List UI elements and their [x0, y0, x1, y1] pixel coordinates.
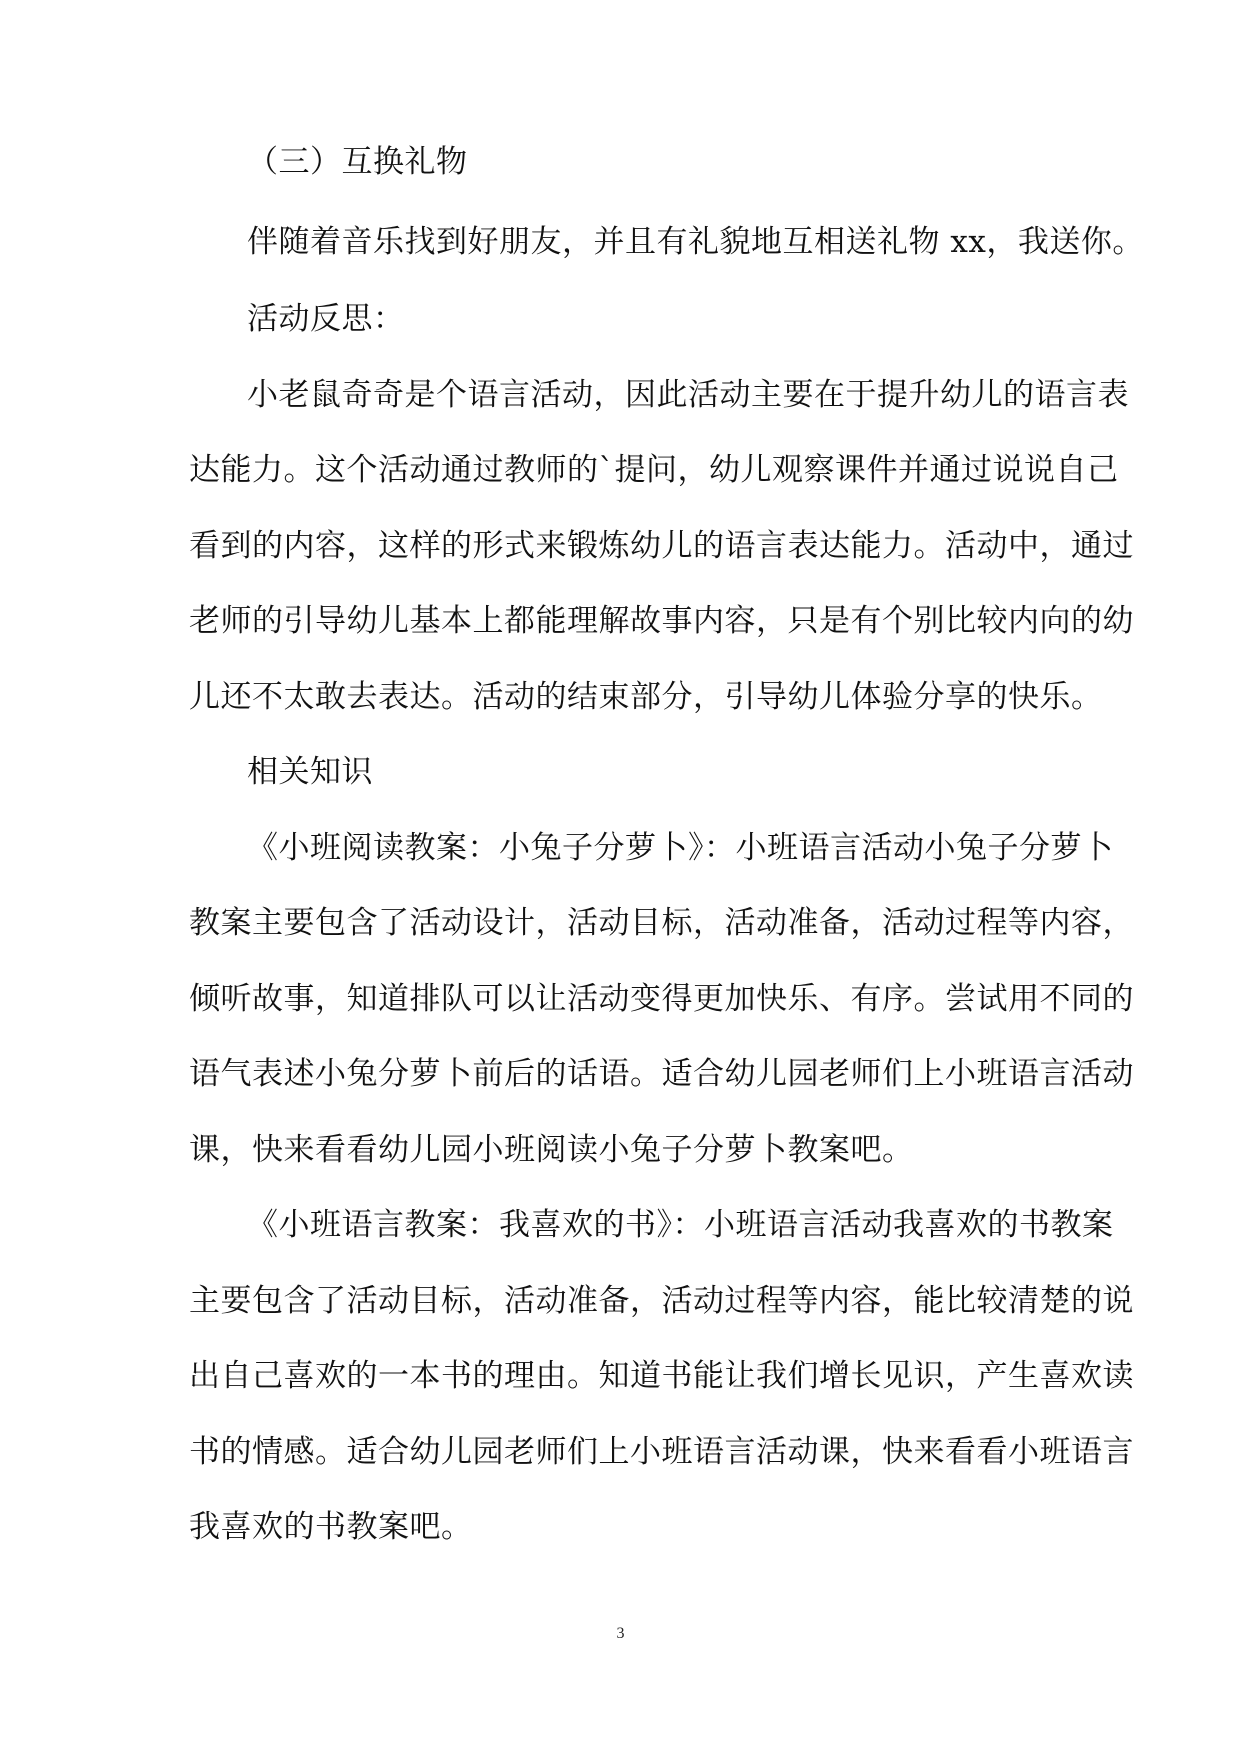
paragraph-line: 教案主要包含了活动设计，活动目标，活动准备，活动过程等内容，: [189, 905, 1134, 941]
reflection-heading: 活动反思：: [247, 301, 405, 337]
paragraph-line: 书的情感。适合幼儿园老师们上小班语言活动课，快来看看小班语言: [189, 1434, 1134, 1470]
paragraph-line: 老师的引导幼儿基本上都能理解故事内容，只是有个别比较内向的幼: [189, 603, 1134, 639]
section-heading: （三）互换礼物: [247, 144, 468, 180]
paragraph-line: 课，快来看看幼儿园小班阅读小兔子分萝卜教案吧。: [189, 1132, 914, 1168]
paragraph-line: 小老鼠奇奇是个语言活动，因此活动主要在于提升幼儿的语言表: [247, 377, 1129, 413]
paragraph-line: 达能力。这个活动通过教师的`提问，幼儿观察课件并通过说说自己: [189, 452, 1119, 488]
paragraph-line: 《小班阅读教案：小兔子分萝卜》：小班语言活动小兔子分萝卜: [247, 830, 1114, 866]
paragraph-line: 语气表述小兔分萝卜前后的话语。适合幼儿园老师们上小班语言活动: [189, 1056, 1134, 1092]
paragraph-line: 《小班语言教案：我喜欢的书》：小班语言活动我喜欢的书教案: [247, 1207, 1114, 1243]
paragraph-line: 我喜欢的书教案吧。: [189, 1509, 473, 1545]
paragraph-line: 倾听故事，知道排队可以让活动变得更加快乐、有序。尝试用不同的: [189, 981, 1134, 1017]
paragraph-line: 主要包含了活动目标，活动准备，活动过程等内容，能比较清楚的说: [189, 1283, 1134, 1319]
paragraph-line: 伴随着音乐找到好朋友，并且有礼貌地互相送礼物 xx，我送你。: [247, 224, 1144, 260]
paragraph-line: 出自己喜欢的一本书的理由。知道书能让我们增长见识，产生喜欢读: [189, 1358, 1134, 1394]
page-number: 3: [616, 1625, 625, 1642]
related-heading: 相关知识: [247, 754, 373, 790]
paragraph-line: 看到的内容，这样的形式来锻炼幼儿的语言表达能力。活动中，通过: [189, 528, 1134, 564]
paragraph-line: 儿还不太敢去表达。活动的结束部分，引导幼儿体验分享的快乐。: [189, 679, 1103, 715]
